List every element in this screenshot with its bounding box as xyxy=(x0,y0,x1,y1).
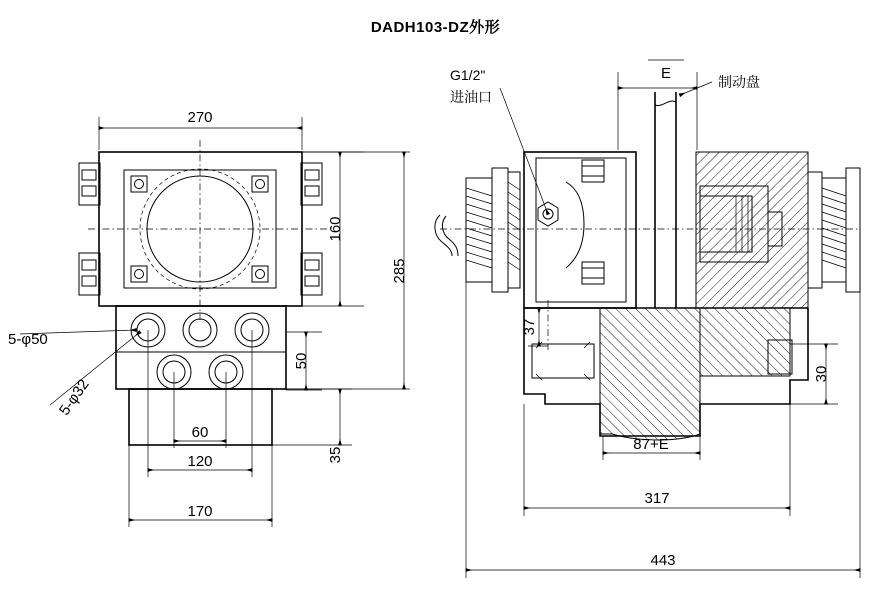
dim-270: 270 xyxy=(187,109,213,126)
dim-30: 30 xyxy=(813,365,830,383)
front-view-dimensions xyxy=(8,109,410,527)
label-5-phi-50: 5-φ50 xyxy=(8,331,48,348)
dim-60: 60 xyxy=(191,424,209,441)
page-title: DADH103-DZ外形 xyxy=(370,19,501,36)
dim-37: 37 xyxy=(521,318,538,336)
dim-E: E xyxy=(660,65,672,82)
label-port-name: 进油口 xyxy=(450,89,492,105)
dim-317: 317 xyxy=(644,490,670,507)
dim-170: 170 xyxy=(187,503,213,520)
dim-443: 443 xyxy=(650,552,676,569)
dim-285: 285 xyxy=(391,258,408,284)
dim-160: 160 xyxy=(327,216,344,242)
front-view xyxy=(79,140,334,445)
label-brake-disc: 制动盘 xyxy=(718,74,760,90)
dim-87-plus-E: 87+E xyxy=(633,436,669,453)
side-view xyxy=(435,92,860,440)
dim-35: 35 xyxy=(327,446,344,464)
label-port-spec: G1/2" xyxy=(450,67,486,83)
dim-50: 50 xyxy=(293,352,310,370)
label-5-phi-32: 5-φ32 xyxy=(55,376,93,419)
dim-120: 120 xyxy=(187,453,213,470)
